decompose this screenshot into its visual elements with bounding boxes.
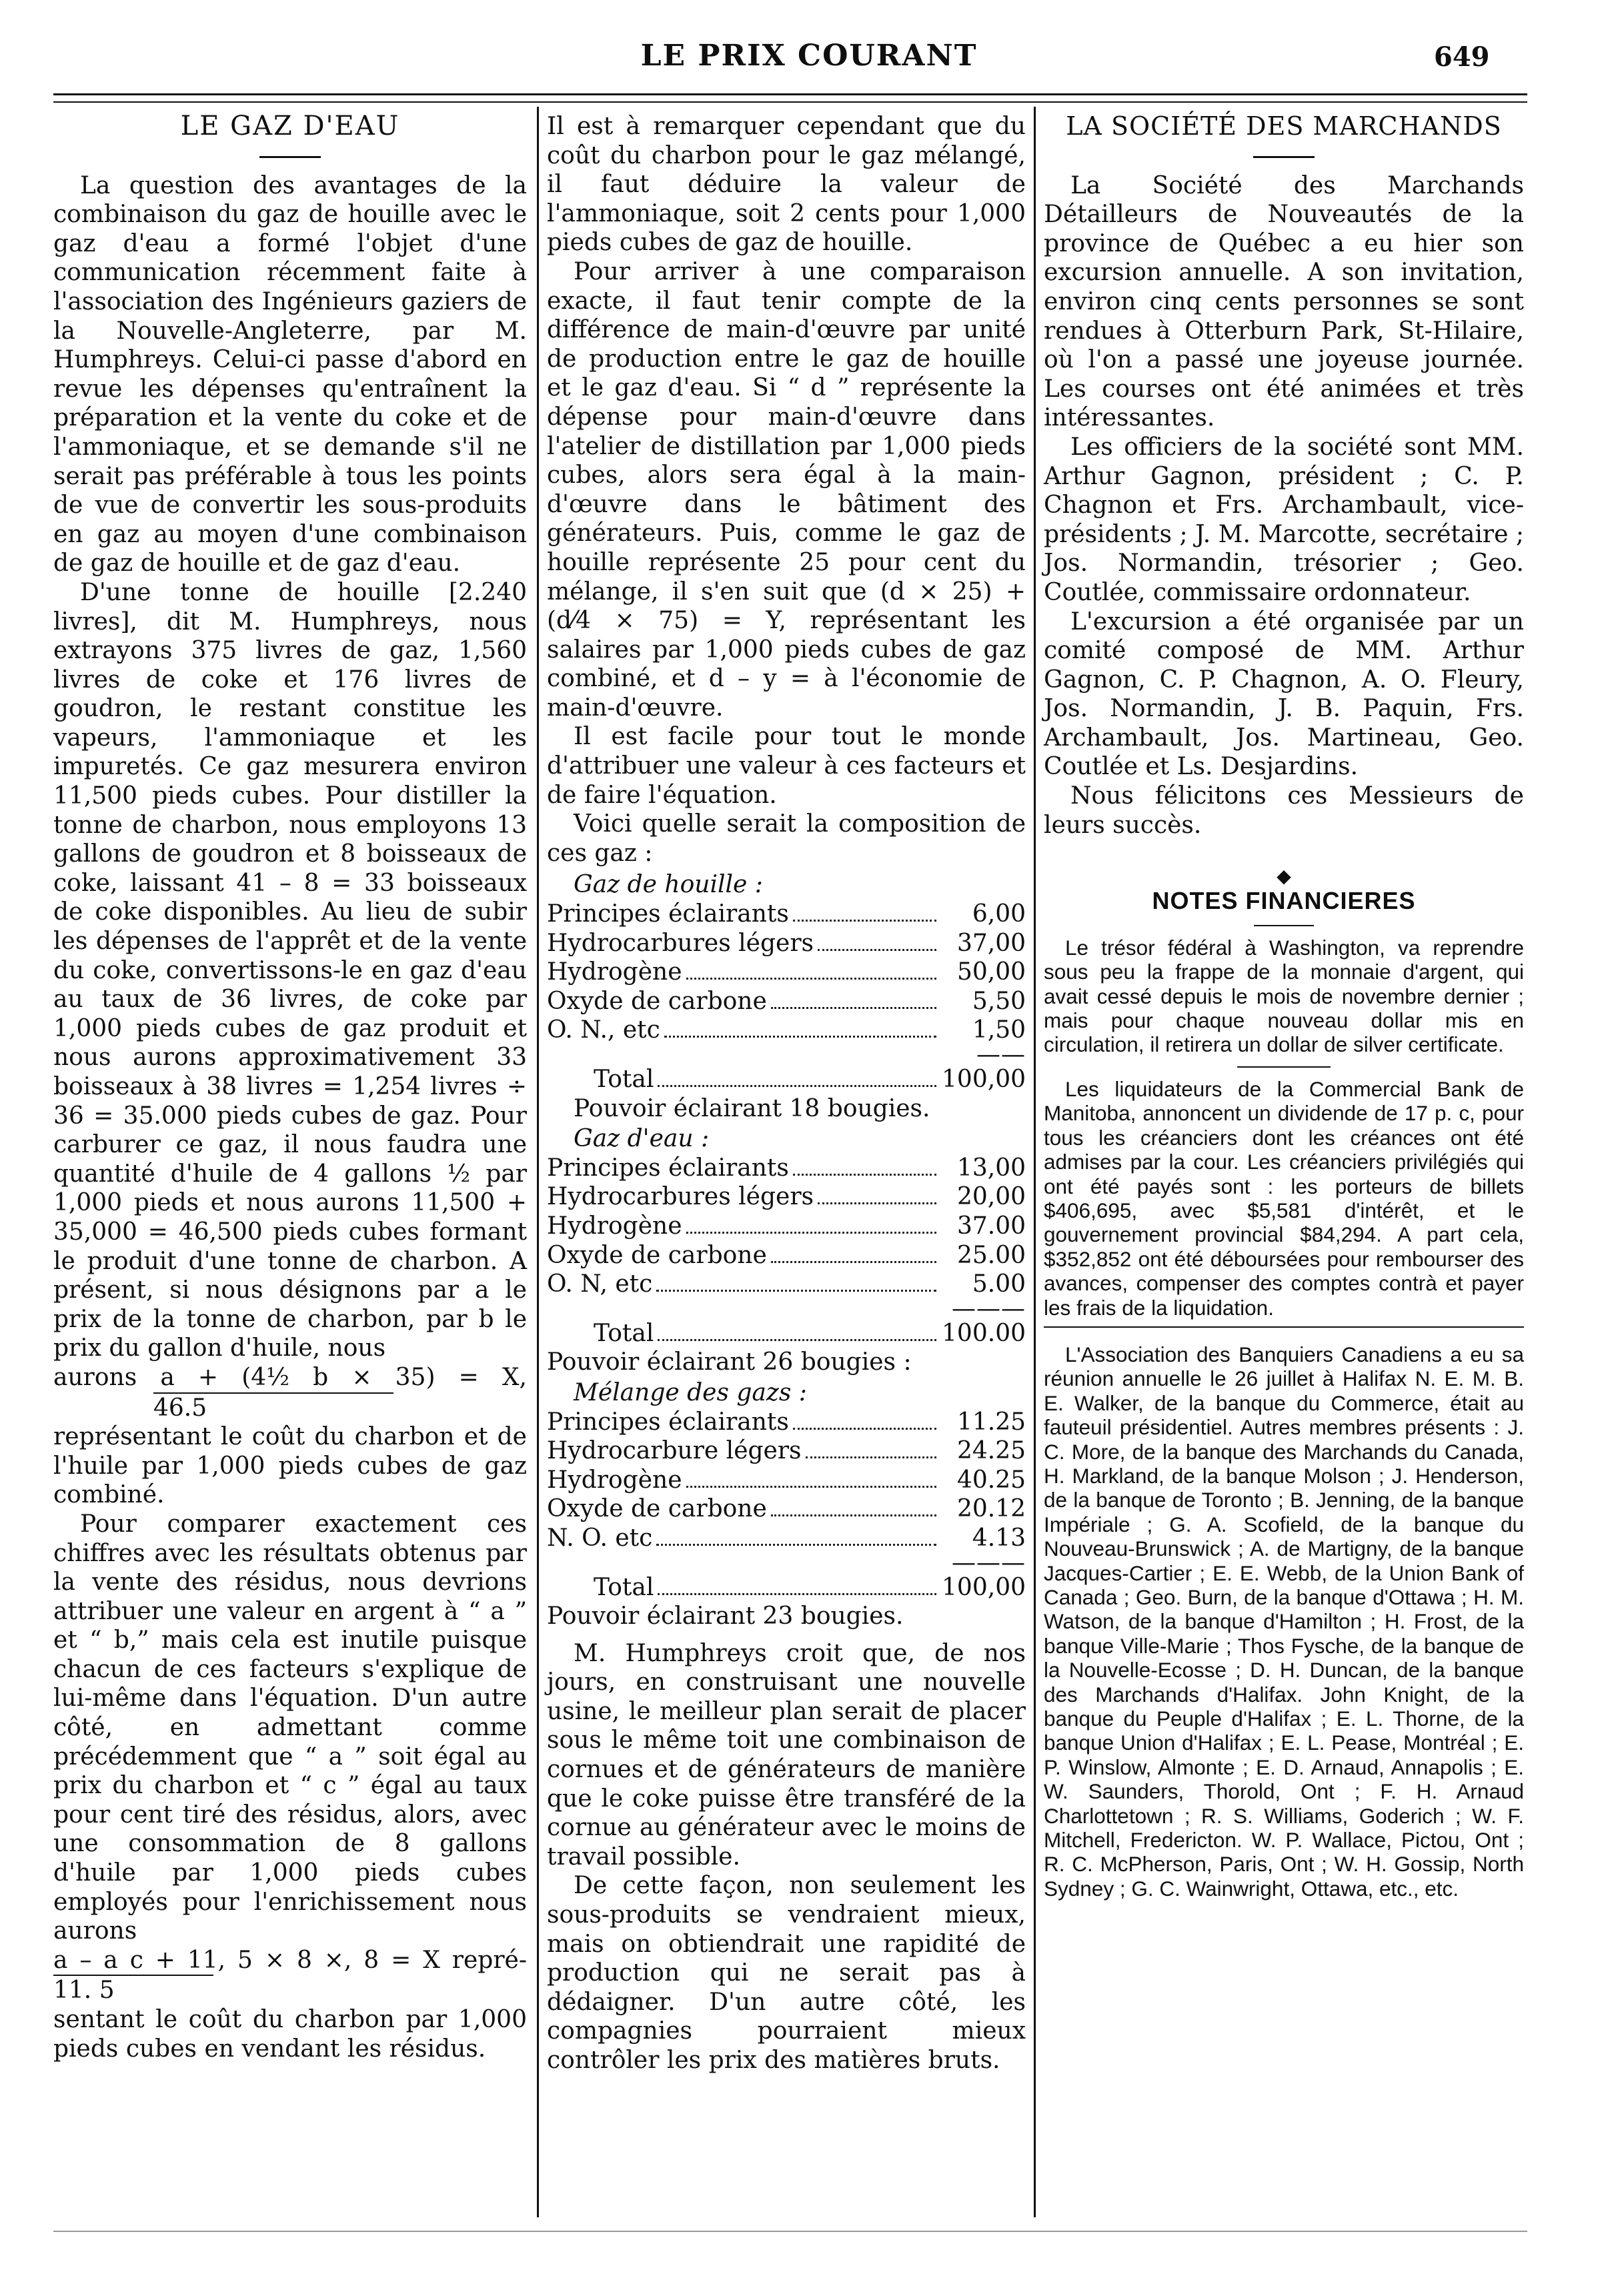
formula-2-numerator: a – a c + 11, 5 × 8 ×, 8 = X repré- [53,1946,527,1974]
news-item: Le trésor fédéral à Washington, va reprendre sous peu la frappe de la monnaie d'argent, qui avait cessé depuis le mois de novembre dernier ; mais pour chaque nouveau dollar mis en circulation, il retirera un dollar de silver certificate. [1044,935,1524,1057]
page-number: 649 [1434,41,1490,73]
paragraph: De cette façon, non seulement les sous-produits se vendraient mieux, mais on obtiendrait une rapidité de production qui ne serait pas à dédaigner. D'un autre côté, les compagnies pourraient mieux contrôler les prix des matières bruts. [547,1872,1026,2074]
column-gaz-deau [53,112,527,2063]
sum-rule: ——— [952,1548,1026,1576]
gas-table-row: Principes éclairants 13,00 [547,1154,1026,1182]
paragraph: L'excursion a été organisée par un comité composé de MM. Arthur Gagnon, C. P. Chagnon, A. O. Fleury, Jos. Normandin, J. B. Paquin, Frs. Archambault, Jos. Martineau, Geo. Coutlée et Ls. Desjardins. [1044,608,1524,781]
formula-1-fraction [153,1392,393,1423]
page-header-title: LE PRIX COURANT [640,39,978,73]
header-rule [53,93,1527,95]
gas-table-total: Total 100,00 [594,1066,1026,1093]
gas-table-row: Principes éclairants 11.25 [547,1408,1026,1436]
paragraph: Voici quelle serait la composition de ces gaz : [547,810,1026,867]
pouvoir-eclairant: Pouvoir éclairant 18 bougies. [574,1094,930,1122]
formula-2-fraction [53,1975,213,2005]
paragraph: Les officiers de la société sont MM. Arthur Gagnon, président ; C. P. Chagnon et Frs. Archambault, vice-présidents ; J. M. Marcotte, secrétaire ; Jos. Normandin, trésorier ; Geo. Coutlée, commissaire ordonnateur. [1044,433,1524,606]
formula-1-numerator: aurons a + (4½ b × 35) = X, [53,1363,527,1391]
paragraph: La Société des Marchands Détailleurs de Nouveautés de la province de Québec a eu hier son excursion annuelle. A son invitation, environ cinq cents personnes se sont rendues à Otterburn Park, St-Hilaire, où l'on a passé une joyeuse journée. Les courses ont été animées et très intéressantes. [1044,171,1524,432]
gas-table-row: Hydrocarbures légers 37,00 [547,929,1026,957]
article-title-societe: LA SOCIÉTÉ DES MARCHANDS [1066,111,1502,141]
title-rule [259,156,321,158]
title-rule [1253,156,1315,158]
pouvoir-eclairant: Pouvoir éclairant 26 bougies : [547,1348,912,1376]
paragraph: Pour comparer exactement ces chiffres avec les résultats obtenus par la vente des résidus, nous devrions attribuer une valeur en argent à “ a ” et “ b,” mais cela est inutile puisque chacun de ces facteurs s'explique de lui-même dans l'équation. D'un autre côté, en admettant comme précédemment que “ a ” soit égal au prix du charbon et “ c ” égal au taux pour cent tiré des résidus, alors, avec une consommation de 8 gallons d'huile par 1,000 pieds cubes employés pour l'enrichissement nous aurons [53,1510,527,1945]
paragraph: représentant le coût du charbon et de l'huile par 1,000 pieds cubes de gaz combiné. [53,1423,527,1509]
paragraph: sentant le coût du charbon par 1,000 pieds cubes en vendant les résidus. [53,2006,527,2063]
gas-table-row: Hydrogène 40.25 [547,1466,1026,1494]
gas-table-row: Hydrocarbures légers 20,00 [547,1183,1026,1211]
gas-table-row: Hydrogène 50,00 [547,958,1026,986]
financial-notes [1044,936,1524,1901]
news-item: L'Association des Banquiers Canadiens a eu sa réunion annuelle le 26 juillet à Halifax N. E. M. B. E. Walker, de la banque du Commerce, était au fauteuil présidentiel. Autres membres présents : J. C. More, de la banque des Marchands du Canada, H. Markland, de la banque Molson ; J. Henderson, de la banque de Toronto ; B. Jenning, de la banque Impériale ; G. A. Scofield, de la banque du Nouveau-Brunswick ; A. de Martigny, de la banque Jacques-Cartier ; E. E. Webb, de la Union Bank of Canada ; Geo. Burn, de la banque d'Ottawa ; H. M. Watson, de la banque d'Hamilton ; H. Frost, de la banque Ville-Marie ; Thos Fysche, de la banque de la Nouvelle-Ecosse ; D. H. Duncan, de la banque des Marchands d'Halifax. John Knight, de la banque du Peuple d'Halifax ; E. L. Thorne, de la banque Union d'Halifax ; E. L. Pease, Montréal ; E. P. Winslow, Almonte ; E. D. Arnaud, Annapolis ; E. W. Saunders, Thorold, Ont ; F. H. Arnaud Charlottetown ; R. S. Williams, Goderich ; W. F. Mitchell, Fredericton. W. P. Wallace, Pictou, Ont ; R. C. McPherson, Paris, Ont ; W. H. Gossip, North Sydney ; G. C. Wainwright, Ottawa, etc., etc. [1044,1342,1524,1901]
gas-table-heading: Gaz d'eau : [574,1125,710,1153]
gas-table-row: Oxyde de carbone 20.12 [547,1495,1026,1523]
title-rule [1254,925,1314,926]
article-title-gaz-deau: LE GAZ D'EAU [180,111,400,141]
paragraph: Nous félicitons ces Messieurs de leurs succès. [1044,782,1524,839]
gas-table-heading: Mélange des gazs : [574,1378,807,1406]
news-item: Les liquidateurs de la Commercial Bank de Manitoba, annoncent un dividende de 17 p. c, pour tous les créanciers dont les créances ont été admises par la cour. Les créanciers privilégiés qui ont été payés sont : les porteurs de billets $406,695, avec $5,581 d'intérêt, et le gouvernement provincial $84,294. A part cela, $352,852 ont été déboursées pour rembourser des avances, compenser des comptes contrà et payer les frais de la liquidation. [1044,1076,1524,1320]
gas-table-row: Principes éclairants 6,00 [547,900,1026,928]
column-divider-1 [537,107,539,2217]
gas-table-eau [547,1124,1026,1377]
paragraph: M. Humphreys croit que, de nos jours, en construisant une nouvelle usine, le meilleur plan serait de placer sous le même toit une combinaison de cornues et de générateurs de manière que le coke puisse être transféré de la cornue au générateur avec le moins de travail possible. [547,1639,1026,1871]
sum-rule: ——— [952,1294,1026,1322]
gas-table-heading: Gaz de houille : [574,871,763,899]
paragraph: Il est facile pour tout le monde d'attribuer une valeur à ces facteurs et de faire l'équation. [547,723,1026,809]
sum-rule: —— [976,1041,1026,1068]
gas-table-total: Total 100.00 [594,1319,1026,1347]
paragraph: Il est à remarquer cependant que du coût du charbon pour le gaz mélangé, il faut déduire la valeur de l'ammoniaque, soit 2 cents pour 1,000 pieds cubes de gaz de houille. [547,113,1026,257]
formula-2-denominator: 11. 5 [53,1977,115,2005]
diamond-ornament-icon: ◆ [1277,865,1291,888]
item-rule [1237,1066,1331,1068]
formula-1 [53,1363,527,1422]
column-societe-marchands [1044,112,1524,1901]
formula-2 [53,1946,527,2005]
paragraph: Pour arriver à une comparaison exacte, il faut tenir compte de la différence de main-d'œuvre par unité de production entre le gaz de houille et le gaz d'eau. Si “ d ” représente la dépense pour main-d'œuvre dans l'atelier de distillation par 1,000 pieds cubes, alors sera égal à la main-d'œuvre dans le bâtiment des générateurs. Puis, comme le gaz de houille représente 25 pour cent du mélange, il s'en suit que (d × 25) + (d⁄4 × 75) = Y, représentant les salaires par 1,000 pieds cubes de gaz combiné, et d – y = à l'économie de main-d'œuvre. [547,257,1026,722]
gas-table-row: Oxyde de carbone 5,50 [547,987,1026,1015]
gas-table-row: Oxyde de carbone 25.00 [547,1241,1026,1269]
gas-table-melange [547,1378,1026,1631]
column-divider-2 [1034,107,1036,2217]
paragraph: La question des avantages de la combinaison du gaz de houille avec le gaz d'eau a formé l'objet d'une communication récemment faite à l'association des Ingénieurs gaziers de la Nouvelle-Angleterre, par M. Humphreys. Celui-ci passe d'abord en revue les dépenses qu'entraînent la préparation et la vente du coke et de l'ammoniaque, et se demande s'il ne serait pas préférable à tous les points de vue de convertir les sous-produits en gaz au moyen d'une combinaison de gaz de houille et de gaz d'eau. [53,171,527,578]
formula-1-denominator: 46.5 [153,1394,207,1422]
footer-rule [53,2231,1527,2232]
gas-table-row: O. N, etc 5.00 [547,1270,1026,1298]
gas-table-houille [547,870,1026,1123]
header-rule-double [53,101,1527,103]
section-title-notes-financieres: NOTES FINANCIERES [1152,887,1416,915]
column-gaz-continued [547,112,1026,2075]
gas-table-total: Total 100,00 [594,1573,1026,1601]
gas-table-row: Hydrocarbure légers 24.25 [547,1437,1026,1465]
gas-table-row: Hydrogène 37.00 [547,1212,1026,1240]
gas-table-row: N. O. etc 4.13 [547,1524,1026,1552]
item-rule [1044,1326,1524,1328]
pouvoir-eclairant: Pouvoir éclairant 23 bougies. [547,1602,904,1630]
paragraph: D'une tonne de houille [2.240 livres], dit M. Humphreys, nous extrayons 375 livres de gaz, 1,560 livres de coke et 176 livres de goudron, le restant constitue les vapeurs, l'ammoniaque et les impuretés. Ce gaz mesurera environ 11,500 pieds cubes. Pour distiller la tonne de charbon, nous employons 13 gallons de goudron et 8 boisseaux de coke, laissant 41 – 8 = 33 boisseaux de coke disponibles. Au lieu de subir les dépenses de l'apprêt et de la vente du coke, convertissons-le en gaz d'eau au taux de 36 livres, de coke par 1,000 pieds cubes de gaz produit et nous aurons approximativement 33 boisseaux à 38 livres = 1,254 livres ÷ 36 = 35.000 pieds cubes de gaz. Pour carburer ce gaz, il nous faudra une quantité d'huile de 4 gallons ½ par 1,000 pieds et nous aurons 11,500 + 35,000 = 46,500 pieds cubes formant le produit d'une tonne de charbon. A présent, si nous désignons par a le prix de la tonne de charbon, par b le prix du gallon d'huile, nous [53,578,527,1362]
gas-table-row: O. N., etc 1,50 [547,1016,1026,1044]
